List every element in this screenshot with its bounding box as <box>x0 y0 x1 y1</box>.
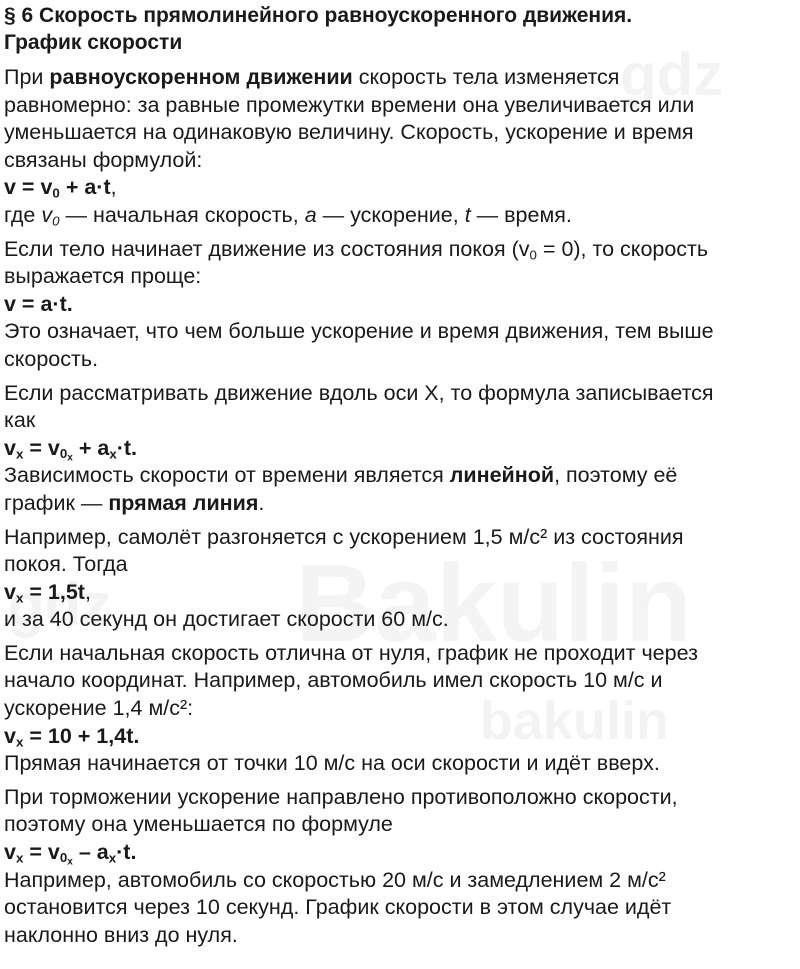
text-line <box>4 490 796 518</box>
formula-part: = v <box>23 840 60 865</box>
symbol-a: a <box>304 202 317 227</box>
paragraph-x-axis <box>4 380 796 518</box>
text: , поэтому её <box>554 463 678 488</box>
formula-sub: 0 <box>59 850 68 866</box>
formula-part: v <box>4 840 16 865</box>
text-line: выражается проще: <box>4 264 202 289</box>
symbol-sub: 0 <box>529 246 537 262</box>
text: Зависимость скорости от времени является <box>4 463 450 488</box>
formula-comma: , <box>84 579 91 604</box>
formula-sub: 0 <box>59 446 68 462</box>
text-line: Это означает, что чем больше ускорение и время движения, тем выше <box>4 319 714 344</box>
text: . <box>258 490 265 515</box>
formula-part: v = v <box>4 175 53 200</box>
text-line: Если рассматривать движение вдоль оси X, то формула записывается <box>4 380 714 405</box>
text: где <box>4 202 42 227</box>
text-line: Например, самолёт разгоняется с ускорением 1,5 м/с² из состояния <box>4 524 684 549</box>
text: скорость тела изменяется <box>352 65 620 89</box>
text-line: наклонно вниз до нуля. <box>4 922 238 947</box>
text-line <box>4 462 796 490</box>
text-line: Например, автомобиль со скоростью 20 м/с и замедлением 2 м/с² <box>4 867 666 892</box>
text: При <box>4 65 50 89</box>
formula-part: = 10 + 1,4t. <box>23 723 140 748</box>
text-line: уменьшается на одинаковую величину. Скорость, ускорение и время <box>4 120 694 145</box>
formula-part: + a <box>72 435 110 460</box>
text-line: Прямая начинается от точки 10 м/с на оси скорости и идёт вверх. <box>4 751 660 776</box>
symbol-sub: 0 <box>52 213 60 229</box>
formula-sub-sub: x <box>67 452 73 464</box>
formula-sub-sub: x <box>67 856 73 868</box>
formula-airplane <box>4 579 796 607</box>
formula-part: v <box>4 723 16 748</box>
text-line: скорость. <box>4 346 99 371</box>
paragraph-airplane-example <box>4 524 796 634</box>
formula-part: v <box>4 579 16 604</box>
text: — время. <box>470 202 572 227</box>
formula-part: ·t. <box>116 840 137 865</box>
formula-from-rest: v = a·t. <box>4 291 73 316</box>
formula-sub: x <box>15 733 24 749</box>
section-title-line-2: График скорости <box>4 31 183 54</box>
formula-part: = v <box>23 435 60 460</box>
text-line: Если начальная скорость отлична от нуля, график не проходит через <box>4 640 698 665</box>
text-line: При торможении ускорение направлено противоположно скорости, <box>4 784 678 809</box>
formula-sub: x <box>15 446 24 462</box>
formula-car <box>4 723 796 751</box>
formula-velocity <box>4 174 796 202</box>
text-line: и за 40 секунд он достигает скорости 60 м/с. <box>4 607 449 632</box>
text: — ускорение, <box>316 202 465 227</box>
text: график — <box>4 490 109 515</box>
formula-sub: x <box>108 850 117 866</box>
formula-braking <box>4 839 796 867</box>
text-line <box>4 236 796 264</box>
paragraph-braking <box>4 784 796 950</box>
text-line: связаны формулой: <box>4 147 203 172</box>
formula-part: ·t. <box>116 435 138 460</box>
formula-sub: x <box>15 850 24 866</box>
formula-part: v <box>4 435 16 460</box>
term-straight-line: прямая линия <box>108 490 259 515</box>
formula-part: + a·t <box>59 175 111 200</box>
term-linear: линейной <box>449 463 555 488</box>
symbol-t: t <box>464 202 471 227</box>
formula-part: – a <box>72 840 109 865</box>
section-title-line-1: § 6 Скорость прямолинейного равноускоренного движения. <box>4 4 633 27</box>
text-line: поэтому она уменьшается по формуле <box>4 812 393 837</box>
text-line: как <box>4 408 36 433</box>
text: = 0), то скорость <box>536 236 709 261</box>
text-line: равномерно: за равные промежутки времени она увеличивается или <box>4 92 695 117</box>
text: — начальная скорость, <box>59 202 305 227</box>
formula-x-axis <box>4 435 796 463</box>
formula-sub: 0 <box>52 185 60 201</box>
formula-sub: x <box>15 590 24 606</box>
text-line: остановится через 10 секунд. График скорости в этом случае идёт <box>4 895 672 920</box>
text-line: ускорение 1,4 м/с²: <box>4 696 194 721</box>
text-line: начало координат. Например, автомобиль имел скорость 10 м/с и <box>4 668 663 693</box>
paragraph-uniform-acceleration <box>4 64 796 230</box>
document-page <box>4 2 796 955</box>
text-line: покоя. Тогда <box>4 552 128 577</box>
symbol-v: v <box>41 202 53 227</box>
formula-part: = 1,5t <box>23 579 85 604</box>
paragraph-from-rest <box>4 236 796 374</box>
formula-sub: x <box>109 446 117 462</box>
text: Если тело начинает движение из состояния покоя (v <box>4 236 530 261</box>
formula-comma: , <box>110 175 117 200</box>
paragraph-car-example <box>4 640 796 778</box>
section-title <box>4 2 796 56</box>
text-line-definitions <box>4 202 796 230</box>
text-line <box>4 64 796 92</box>
term-uniform-acceleration: равноускоренном движении <box>49 65 353 89</box>
